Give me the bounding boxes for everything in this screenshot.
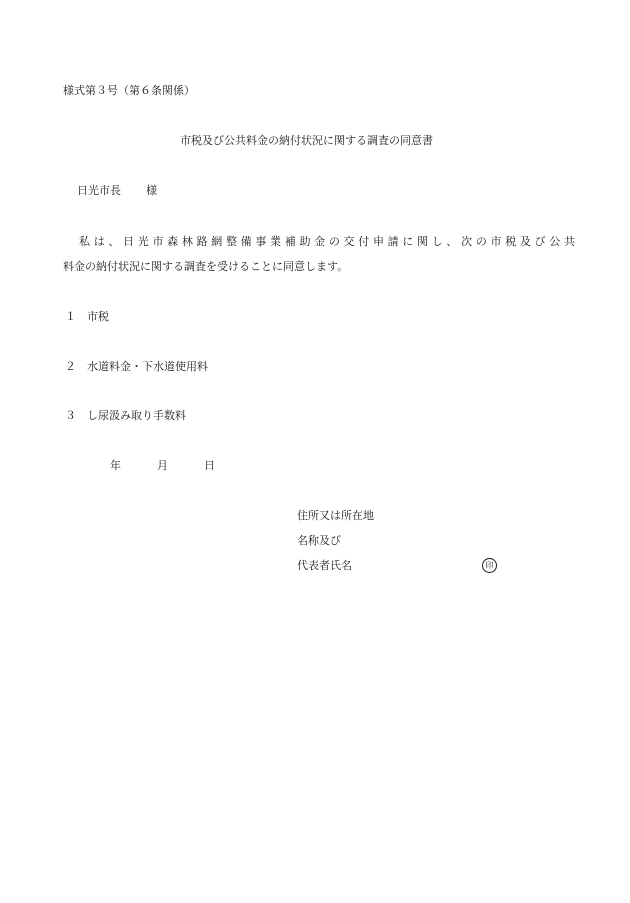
item-number: ２ [65,360,76,373]
seal-mark-icon: 印 [482,558,497,573]
item-number: １ [65,310,76,323]
form-number: 様式第３号（第６条関係） [63,84,195,97]
date-month-label: 月 [157,459,168,472]
item-label-water-sewer-fees: 水道料金・下水道使用料 [87,360,208,373]
item-label-city-tax: 市税 [87,310,109,323]
addressee-name: 日光市長 [77,184,121,197]
document-title: 市税及び公共料金の納付状況に関する調査の同意書 [180,134,433,147]
date-year-label: 年 [110,459,121,472]
applicant-address-label: 住所又は所在地 [297,509,374,522]
item-number: ３ [65,409,76,422]
date-day-label: 日 [204,459,215,472]
applicant-name-label: 名称及び [297,534,341,547]
consent-text-line-1: 私は、日光市森林路網整備事業補助金の交付申請に関し、次の市税及び公共 [79,235,575,248]
addressee-honorific: 様 [146,184,157,197]
item-label-night-soil-fee: し尿汲み取り手数料 [87,409,186,422]
applicant-representative-label: 代表者氏名 [297,559,352,572]
consent-text-line-2: 料金の納付状況に関する調査を受けることに同意します。 [63,260,349,273]
